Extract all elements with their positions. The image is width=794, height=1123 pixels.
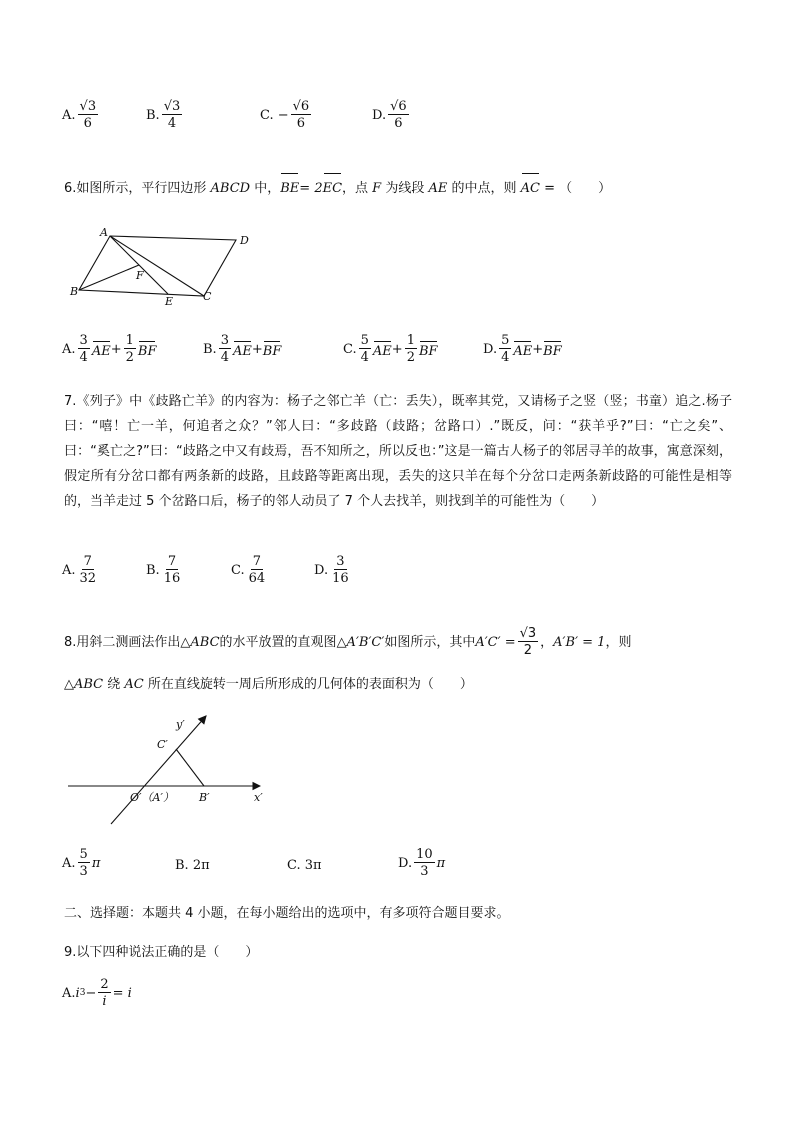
q5-option-c — [260, 100, 313, 130]
q8-option-c: C. 3π — [287, 858, 322, 873]
option-label: B. — [146, 107, 160, 123]
option-label: D. — [372, 107, 387, 123]
q8-stem-line2: △ABC 绕 AC 所在直线旋转一周后所形成的几何体的表面积为（ ） — [64, 677, 473, 692]
label-b: B — [70, 285, 79, 298]
q9-stem: 9.以下四种说法正确的是（ ） — [64, 945, 259, 960]
label-y-prime: y′ — [176, 718, 185, 731]
q8-stem-line1: 8.用斜二测画法作出 △ABC 的水平放置的直观图 △A′B′C′ 如图所示，其中 A′C′ = $\frac{√3}{2}$ ， A′B′ = 1 ，则 — [64, 626, 632, 658]
fraction: $\frac{√6}{6}$ — [390, 99, 407, 131]
label-a: A — [100, 226, 108, 239]
q7-option-c: C. $\frac{7}{64}$ — [231, 554, 266, 586]
q6-option-c: C. $\frac{5}{4}$ AE + $\frac{1}{2}$ BF — [343, 333, 438, 365]
label-d: D — [240, 234, 249, 247]
label-x-prime: x′ — [254, 791, 263, 804]
parallelogram-figure — [64, 224, 274, 308]
fraction: $\frac{√6}{6}$ — [292, 99, 310, 131]
label-b-prime: B′ — [199, 791, 210, 804]
vector-be: BE — [280, 172, 299, 201]
q9-option-a: A. i 3 − $\frac{2}{i}$ = i — [62, 977, 132, 1009]
vector-ac: AC — [521, 172, 540, 201]
q7-option-b: B. $\frac{7}{16}$ — [146, 554, 181, 586]
q6-option-a: A. $\frac{3}{4}$ AE + $\frac{1}{2}$ BF — [62, 333, 157, 365]
q5-option-d — [372, 100, 411, 130]
q6-option-d: D. $\frac{5}{4}$ AE + BF — [483, 333, 562, 365]
q7-stem: 7.《列子》中《歧路亡羊》的内容为：杨子之邻亡羊（亡：丢失），既率其党，又请杨子之竖（竖；书童）追之.杨子曰：“嘻！亡一羊，何追者之众？”邻人曰：“多歧路（歧路；岔路口）.”既反，问：“获羊乎?”曰：“亡之矣”、曰：“奚亡之?”曰：“歧路之中又有歧焉，吾不知所之，所以反也：”这是一篇古人杨子的邻居寻羊的故事，寓意深刻，假定所有分岔口都有两条新的歧路，且歧路等距离出现，丢失的这只羊在每个分岔口走两条新歧路的可能性是相等的，当羊走过 5 个岔路口后，杨子的邻人动员了 7 个人去找羊，则找到羊的可能性为（ ） — [64, 394, 732, 509]
q6-stem: 6.如图所示，平行四边形 ABCD 中，BE= 2EC，点 F 为线段 AE 的中点，则 AC = （ ） — [64, 172, 732, 201]
label-origin: O′（A′） — [130, 791, 174, 804]
section-heading: 二、选择题：本题共 4 小题，在每小题给出的选项中，有多项符合题目要求。 — [64, 906, 510, 921]
q8-option-d: D. $\frac{10}{3}$ π — [398, 847, 446, 879]
label-c-prime: C′ — [157, 738, 168, 751]
q8-option-b: B. 2π — [175, 858, 210, 873]
q5-option-b — [146, 100, 184, 130]
option-label: A. — [62, 107, 76, 123]
q6-option-b: B. $\frac{3}{4}$ AE + BF — [203, 333, 282, 365]
fraction: $\frac{√3}{4}$ — [163, 99, 181, 131]
q8-option-a: A. $\frac{5}{3}$ π — [62, 847, 101, 879]
q7-option-a: A. $\frac{7}{32}$ — [62, 554, 97, 586]
fraction: $\frac{√3}{6}$ — [79, 99, 97, 131]
q7-option-d: D. $\frac{3}{16}$ — [314, 554, 349, 586]
label-e: E — [165, 295, 174, 308]
vector-ec: EC — [323, 172, 342, 201]
option-label: C. − — [260, 107, 289, 123]
label-c: C — [203, 290, 212, 303]
oblique-axes-figure — [64, 714, 274, 834]
q5-option-a — [62, 100, 100, 130]
label-f: F — [136, 269, 144, 282]
